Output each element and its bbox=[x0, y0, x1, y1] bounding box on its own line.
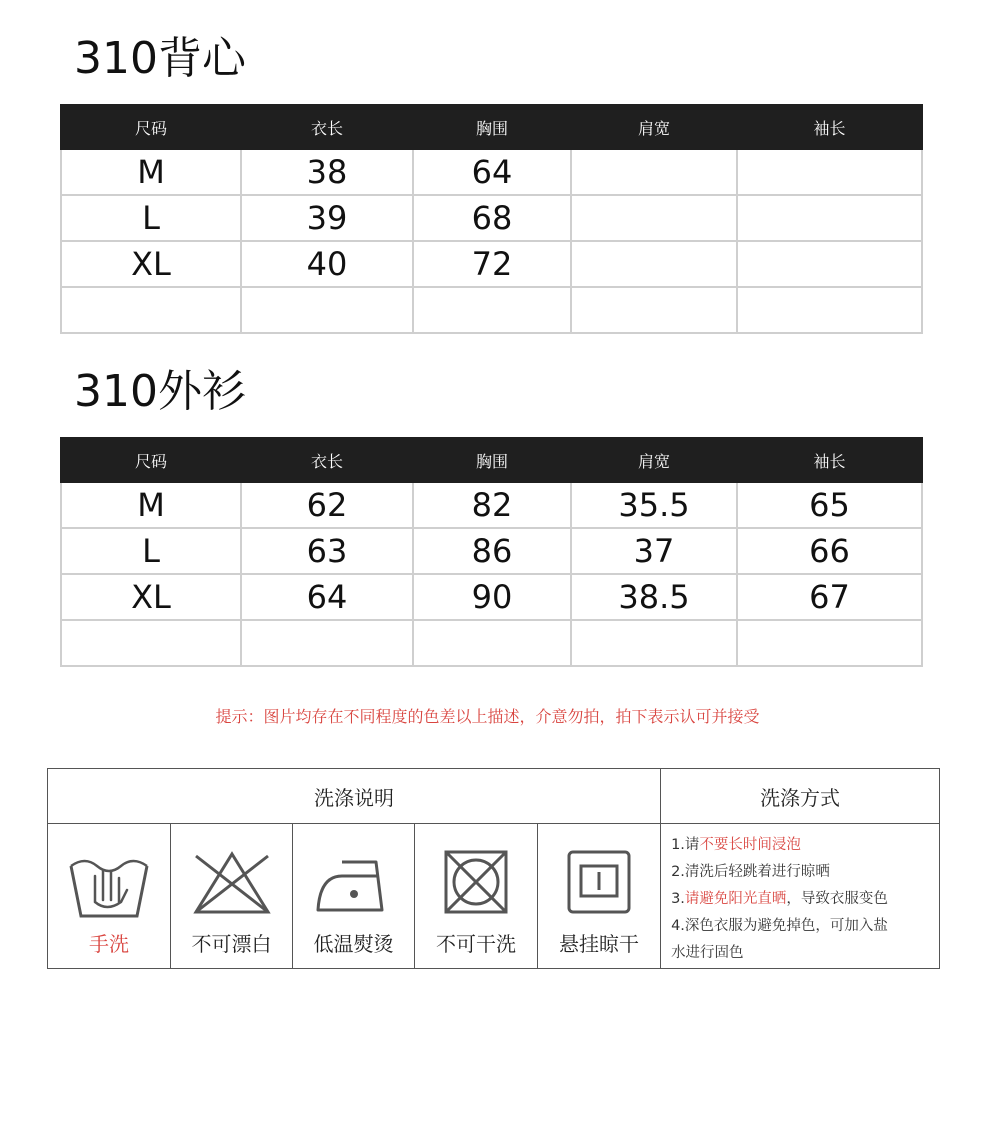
table-cell: 40 bbox=[241, 241, 413, 287]
table-header-row bbox=[61, 438, 922, 482]
header-sleeve: 袖长 bbox=[737, 438, 922, 482]
header-shoulder: 肩宽 bbox=[571, 438, 737, 482]
table-cell: 90 bbox=[413, 574, 571, 620]
table-row bbox=[61, 528, 922, 574]
wash-method-list bbox=[661, 824, 940, 969]
vest-size-table bbox=[60, 104, 923, 334]
table-cell bbox=[737, 241, 922, 287]
table-cell bbox=[241, 287, 413, 333]
header-shoulder: 肩宽 bbox=[571, 105, 737, 149]
no-dry-clean-icon bbox=[434, 846, 518, 920]
wash-icon-cell bbox=[171, 824, 293, 969]
table-cell bbox=[571, 241, 737, 287]
wash-method-item bbox=[671, 859, 931, 886]
method-highlight: 不要长时间浸泡 bbox=[699, 837, 801, 853]
wash-instructions-title: 洗涤说明 bbox=[48, 769, 661, 824]
table-cell: M bbox=[61, 149, 241, 195]
table-cell: 86 bbox=[413, 528, 571, 574]
method-text: 3. bbox=[671, 891, 685, 907]
hand-wash-icon bbox=[67, 846, 151, 920]
washing-instructions-table bbox=[47, 768, 940, 969]
table-cell: 72 bbox=[413, 241, 571, 287]
wash-icon-label: 不可漂白 bbox=[191, 932, 272, 956]
table-cell bbox=[413, 287, 571, 333]
table-cell bbox=[571, 149, 737, 195]
wash-icon-cell bbox=[538, 824, 661, 969]
table-header-row bbox=[61, 105, 922, 149]
header-chest: 胸围 bbox=[413, 105, 571, 149]
table-cell: 35.5 bbox=[571, 482, 737, 528]
table-cell: 39 bbox=[241, 195, 413, 241]
table-cell: 37 bbox=[571, 528, 737, 574]
table-cell: 62 bbox=[241, 482, 413, 528]
table-cell: 38.5 bbox=[571, 574, 737, 620]
color-difference-notice: 提示：图片均存在不同程度的色差以上描述，介意勿拍，拍下表示认可并接受 bbox=[215, 707, 760, 726]
table-cell: 64 bbox=[413, 149, 571, 195]
table-cell: 38 bbox=[241, 149, 413, 195]
no-bleach-icon bbox=[190, 846, 274, 920]
table-row bbox=[61, 287, 922, 333]
table-row bbox=[61, 149, 922, 195]
method-text: 1.请 bbox=[671, 837, 700, 853]
method-highlight: 请避免阳光直晒 bbox=[684, 891, 787, 907]
table-cell bbox=[413, 620, 571, 666]
table-cell: 66 bbox=[737, 528, 922, 574]
wash-icon-label: 悬挂晾干 bbox=[559, 932, 640, 956]
wash-icon-label: 不可干洗 bbox=[436, 932, 516, 956]
wash-method-title: 洗涤方式 bbox=[661, 769, 940, 824]
table-cell: 67 bbox=[737, 574, 922, 620]
table-row bbox=[61, 620, 922, 666]
table-cell bbox=[241, 620, 413, 666]
hang-dry-icon bbox=[557, 846, 641, 920]
table-cell bbox=[571, 620, 737, 666]
header-length: 衣长 bbox=[241, 105, 413, 149]
table-cell bbox=[737, 620, 922, 666]
wash-icon-cell bbox=[415, 824, 538, 969]
table-cell bbox=[737, 149, 922, 195]
table-cell bbox=[61, 287, 241, 333]
table-cell: 68 bbox=[413, 195, 571, 241]
table-cell: XL bbox=[61, 574, 241, 620]
low-iron-icon bbox=[312, 846, 396, 920]
table-cell: 82 bbox=[413, 482, 571, 528]
table-cell: 63 bbox=[241, 528, 413, 574]
header-sleeve: 袖长 bbox=[737, 105, 922, 149]
table-row bbox=[61, 574, 922, 620]
header-size: 尺码 bbox=[61, 438, 241, 482]
table-cell bbox=[61, 620, 241, 666]
method-text: 水进行固色 bbox=[671, 945, 744, 961]
wash-icon-cell bbox=[293, 824, 415, 969]
header-length: 衣长 bbox=[241, 438, 413, 482]
table-row bbox=[61, 241, 922, 287]
wash-icon-label: 手洗 bbox=[89, 932, 129, 956]
vest-title: 310背心 bbox=[74, 33, 246, 84]
wash-method-item bbox=[671, 832, 931, 859]
table-row bbox=[61, 195, 922, 241]
table-cell bbox=[571, 287, 737, 333]
table-cell bbox=[737, 287, 922, 333]
wash-method-item bbox=[671, 940, 931, 967]
method-text: 2.清洗后轻跳着进行晾晒 bbox=[671, 864, 830, 880]
table-cell: 64 bbox=[241, 574, 413, 620]
table-cell: L bbox=[61, 528, 241, 574]
table-cell bbox=[737, 195, 922, 241]
method-text: ，导致衣服变色 bbox=[786, 891, 888, 907]
table-cell: M bbox=[61, 482, 241, 528]
wash-icon-cell bbox=[48, 824, 171, 969]
shirt-title: 310外衫 bbox=[74, 366, 246, 417]
wash-icon-label: 低温熨烫 bbox=[313, 932, 394, 956]
wash-method-item bbox=[671, 886, 931, 913]
table-cell bbox=[571, 195, 737, 241]
header-size: 尺码 bbox=[61, 105, 241, 149]
method-text: 4.深色衣服为避免掉色，可加入盐 bbox=[671, 918, 888, 934]
wash-method-item bbox=[671, 913, 931, 940]
shirt-size-table bbox=[60, 437, 923, 667]
table-cell: L bbox=[61, 195, 241, 241]
table-cell: 65 bbox=[737, 482, 922, 528]
table-row bbox=[61, 482, 922, 528]
table-cell: XL bbox=[61, 241, 241, 287]
header-chest: 胸围 bbox=[413, 438, 571, 482]
